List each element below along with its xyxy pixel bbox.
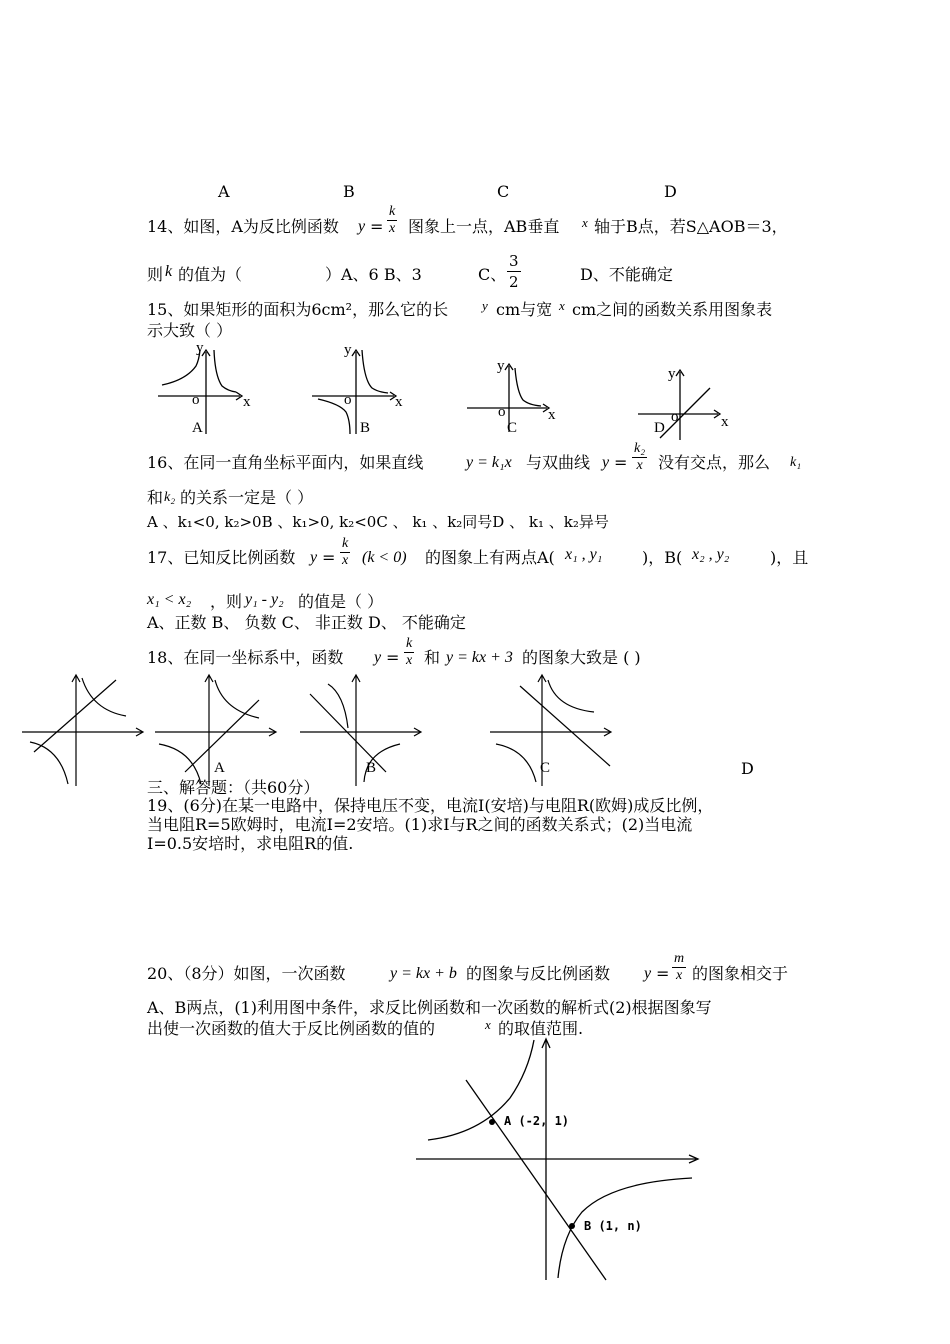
q17-condition: (k < 0) (362, 549, 407, 566)
q14-text-d: 则 (147, 265, 164, 284)
hyperbola-branch (515, 368, 541, 406)
hyperbola-branch (215, 680, 259, 718)
q16-text-a: 16、在同一直角坐标平面内，如果直线 (147, 453, 424, 472)
q14-frac32-num: 3 (509, 252, 519, 270)
q14-k: k (165, 263, 173, 280)
q17-text-a: 17、已知反比例函数 (147, 548, 296, 567)
q14-text-c: 轴于B点，若S△AOB＝3， (594, 217, 788, 236)
q20-frac-num: m (674, 951, 685, 966)
q17-text-i: 的值是（ ） (298, 592, 384, 611)
q14-y: y (358, 218, 366, 235)
q16-frac-den: x (636, 458, 643, 473)
q14-x: x (582, 215, 588, 230)
origin-label: o (671, 409, 679, 425)
hyperbola-branch (214, 350, 236, 392)
q20-y: y (644, 965, 652, 982)
q20-text-a: 20、（8分）如图，一次函数 (147, 964, 346, 983)
q16-text-b: 与双曲线 (526, 453, 591, 472)
origin-label: o (344, 392, 352, 408)
q14-frac-den: x (389, 221, 396, 236)
q17-y: y (310, 549, 318, 566)
q15-text-c: cm之间的函数关系用图象表 (572, 300, 773, 319)
q17-eq: = (322, 548, 336, 567)
q20-figure (412, 1036, 712, 1282)
q18-fraction (404, 636, 414, 669)
q18-frac-den: x (406, 653, 413, 668)
hyperbola-branch (548, 680, 594, 712)
q18-graph-1 (22, 672, 147, 788)
q20-line-eq: y = kx + b (390, 965, 457, 982)
q20-frac-den: x (675, 968, 683, 983)
q16-text-c: 没有交点，那么 (658, 453, 771, 472)
linear-function-line (466, 1080, 606, 1280)
axis-y-label: y (344, 342, 352, 358)
q17-frac-num: k (342, 536, 349, 551)
section-title: 三、解答题：（共60分） (147, 778, 320, 797)
q17-ineq: x₁ < x₂ (147, 591, 192, 608)
graph-label: A (192, 420, 203, 436)
point-b-label: B (1, n) (584, 1219, 642, 1233)
axis-x-label: x (548, 407, 556, 423)
graph-label: A (214, 760, 225, 776)
q16-text-d: 和 (147, 488, 164, 507)
q18-text-b: 和 (424, 648, 441, 667)
q20-x: x (485, 1017, 491, 1032)
q17-options: A、正数 B、 负数 C、 非正数 D、 不能确定 (147, 613, 466, 632)
graph-label: C (507, 420, 518, 436)
axis-y-label: y (668, 366, 676, 382)
graph-label: C (540, 760, 551, 776)
q20-fraction (672, 951, 686, 984)
q15-graph-c (467, 356, 567, 438)
axis-x-label: x (721, 414, 729, 430)
origin-label: o (498, 404, 506, 420)
q16-line-eq: y = k₁x (466, 454, 512, 471)
q18-graph-c (490, 672, 615, 788)
q13-option-b: B (343, 182, 355, 201)
q15-text-a: 15、如果矩形的面积为6cm²，那么它的长 (147, 300, 449, 319)
q18-label-d: D (741, 759, 754, 778)
hyperbola-branch (328, 684, 348, 728)
q16-fraction (632, 441, 647, 474)
q13-option-d: D (664, 182, 677, 201)
axis-y-label: y (196, 340, 204, 356)
line-graph (520, 686, 610, 766)
q18-eq: = (386, 648, 400, 667)
q15-graph-a (158, 342, 258, 437)
q16-k1: k₁ (790, 455, 802, 470)
q14-text-h: D、不能确定 (580, 265, 673, 284)
q14-text-f: ）A、6 B、3 (325, 265, 422, 284)
line-graph (660, 388, 710, 438)
q14-text-b: 图象上一点，AB垂直 (408, 217, 560, 236)
q15-graph-b (312, 342, 412, 437)
q18-graph-a (155, 672, 280, 788)
q16-k2: k₂ (164, 490, 176, 505)
q19-line-2: 当电阻R=5欧姆时，电流I=2安培。(1)求I与R之间的函数关系式；(2)当电流 (147, 815, 693, 834)
q14-fraction (387, 204, 397, 237)
hyperbola-branch (82, 678, 126, 716)
q17-text-e: )，B( (642, 548, 683, 567)
q14-text-e: 的值为（ (178, 265, 243, 284)
line-graph (34, 680, 116, 752)
graph-label: B (360, 420, 371, 436)
q17-frac-den: x (342, 553, 349, 568)
q20-text-b: 的图象与反比例函数 (466, 964, 611, 983)
q17-text-g: )，且 (770, 548, 809, 567)
q19-line-1: 19、(6分)在某一电路中，保持电压不变，电流I(安培)与电阻R(欧姆)成反比例， (147, 796, 714, 815)
point-a-label: A (-2, 1) (504, 1114, 570, 1128)
q14-frac32-den: 2 (509, 273, 519, 291)
q18-graph-b (300, 672, 425, 788)
q20-eq: = (656, 964, 670, 983)
q16-frac-num: k₂ (634, 441, 646, 456)
q13-option-a: A (218, 182, 230, 201)
q18-text-d: 的图象大致是 ( ) (522, 648, 641, 667)
q18-frac-num: k (406, 636, 413, 651)
hyperbola-branch (362, 350, 388, 393)
q17-point-a: x₁ , y₁ (565, 546, 603, 563)
point-a-dot (489, 1119, 495, 1125)
q19-line-3: I=0.5安培时，求电阻R的值. (147, 834, 354, 853)
q20-line-2: A、B两点，(1)利用图中条件，求反比例函数和一次函数的解析式(2)根据图象写 (147, 998, 712, 1017)
q16-eq: = (614, 453, 628, 472)
q17-text-c: 的图象上有两点A( (425, 548, 555, 567)
q18-line-eq: y = kx + 3 (446, 649, 513, 666)
q15-x: x (559, 298, 565, 313)
hyperbola-branch (162, 350, 200, 385)
q15-text-b: cm与宽 (496, 300, 553, 319)
q15-y: y (482, 298, 488, 313)
q18-text-a: 18、在同一坐标系中，函数 (147, 648, 344, 667)
graph-label: B (366, 760, 377, 776)
q15-text-d: 示大致（ ） (147, 321, 233, 340)
q17-fraction (340, 536, 350, 569)
hyperbola-branch (30, 742, 68, 784)
axis-x-label: x (243, 394, 251, 410)
origin-label: o (192, 392, 200, 408)
q17-diff: y₁ - y₂ (245, 591, 284, 608)
q14-eq: = (370, 217, 384, 236)
q16-text-e: 的关系一定是（ ） (180, 488, 314, 507)
q20-text-e: 的取值范围. (498, 1019, 584, 1038)
q20-text-d: 出使一次函数的值大于反比例函数的值的 (147, 1019, 436, 1038)
hyperbola-branch (496, 744, 536, 782)
q17-point-b: x₂ , y₂ (692, 546, 730, 563)
point-b-dot (569, 1223, 575, 1229)
q20-text-c: 的图象相交于 (692, 964, 789, 983)
graph-label: D (654, 420, 665, 436)
q14-frac-num: k (389, 204, 396, 219)
q13-option-c: C (497, 182, 510, 201)
q17-text-h: ，则 (210, 592, 243, 611)
q14-text-g: C、 (478, 265, 507, 284)
q16-options: A 、k₁<0, k₂>0B 、k₁>0, k₂<0C 、 k₁ 、k₂同号D 、 k₁ 、k₂异号 (147, 513, 609, 531)
q14-fraction-3-2 (507, 251, 521, 292)
q14-text-a: 14、如图，A为反比例函数 (147, 217, 339, 236)
q18-y: y (374, 649, 382, 666)
q16-y: y (602, 454, 610, 471)
q15-graph-d (638, 364, 738, 442)
axis-x-label: x (395, 394, 403, 410)
axis-y-label: y (497, 358, 505, 374)
